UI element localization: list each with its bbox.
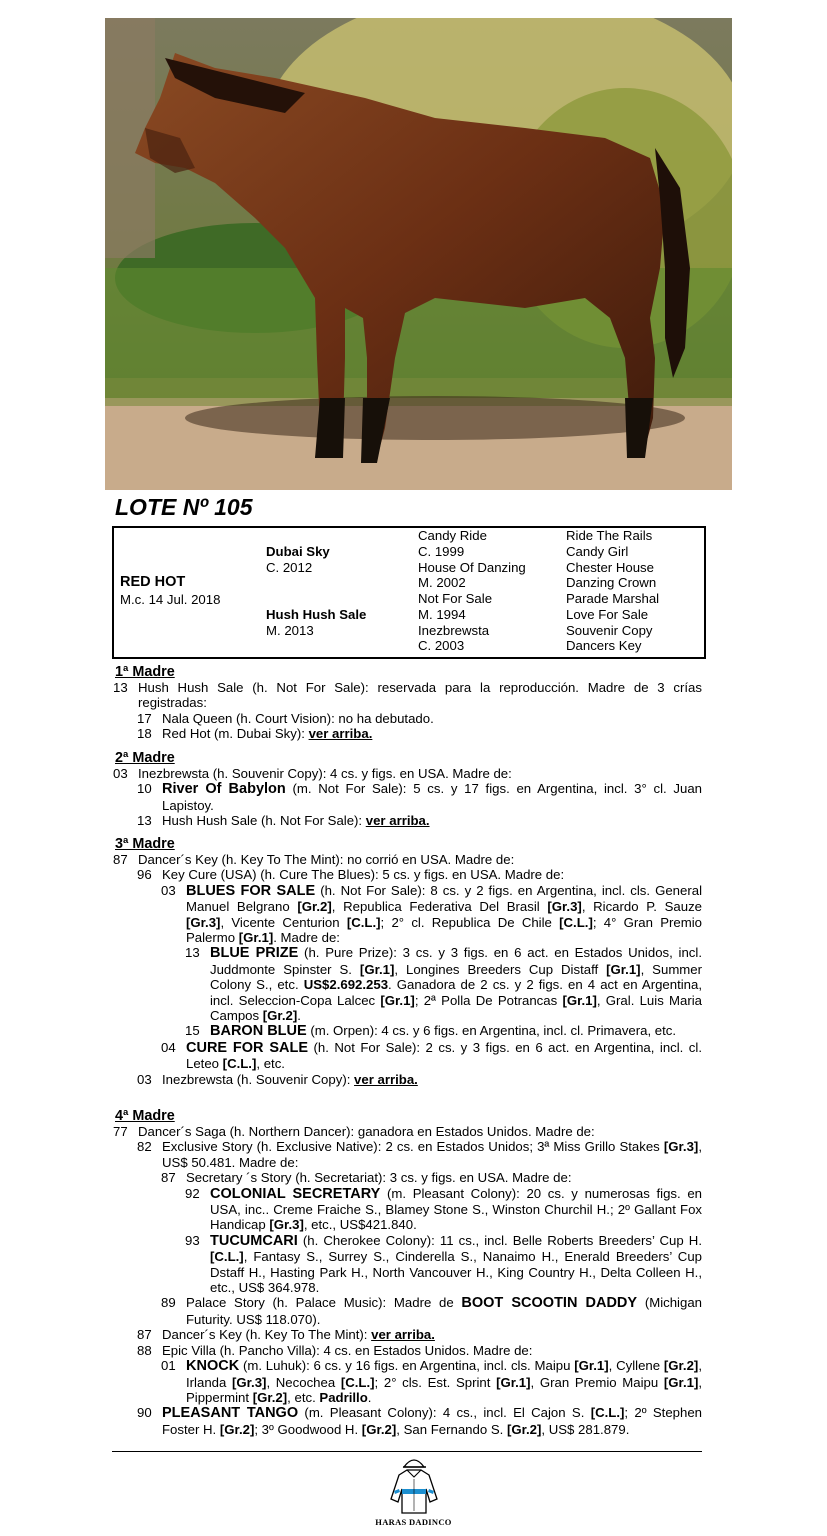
grandparent-name: Inezbrewsta bbox=[418, 623, 490, 638]
list-item: 93 TUCUMCARI (h. Cherokee Colony): 11 cs., incl. Belle Roberts Breeders’ Cup H. [C.L.], Fantasy S., Surrey S., Cinderella S., Nanaimo H., Enerald Breeders’ Cup Dstaff H., Hasting Park H., North Vancouver H., King Country H., Delta Colleen H., etc., US$ 364.978. bbox=[185, 1232, 702, 1296]
ver-arriba-link[interactable]: ver arriba. bbox=[365, 813, 430, 829]
great-grandparent: Souvenir Copy bbox=[566, 623, 653, 638]
list-item: 92 COLONIAL SECRETARY (m. Pleasant Colony): 20 cs. y numerosas figs. en USA, inc.. Creme Fraiche S., Blamey Stone S., Winston Churchil H.; 2º Gallant Fox Handicap [Gr.3], etc., US$421.840. bbox=[185, 1185, 702, 1233]
list-item: 04 CURE FOR SALE (h. Not For Sale): 2 cs. y 3 figs. en 6 act. en Argentina, incl. cl. Leteo [C.L.], etc. bbox=[161, 1039, 702, 1072]
list-item: 77 Dancer´s Saga (h. Northern Dancer): ganadora en Estados Unidos. Madre de: bbox=[113, 1124, 595, 1139]
second-dam-section bbox=[115, 750, 702, 829]
sire-name: Dubai Sky bbox=[266, 544, 330, 559]
grandparent-name: House Of Danzing bbox=[418, 560, 526, 575]
horse-info: M.c. 14 Jul. 2018 bbox=[120, 592, 221, 607]
list-item: 88 Epic Villa (h. Pancho Villa): 4 cs. en Estados Unidos. Madre de: bbox=[137, 1342, 533, 1358]
brand-logo-text: HARAS DADINCO bbox=[375, 1517, 452, 1527]
horse-name: RED HOT bbox=[120, 574, 186, 590]
section-heading: 3ª Madre bbox=[115, 836, 175, 852]
list-item: 01 KNOCK (m. Luhuk): 6 cs. y 16 figs. en Argentina, incl. cls. Maipu [Gr.1], Cyllene [Gr.2], Irlanda [Gr.3], Necochea [C.L.]; 2° cls. Est. Sprint [Gr.1], Gran Premio Maipu [Gr.1], Pippermint [Gr.2], etc. Padrillo. bbox=[161, 1358, 703, 1405]
grandparent-info: M. 2002 bbox=[418, 575, 466, 590]
great-grandparent: Candy Girl bbox=[566, 544, 629, 559]
list-item: 89 Palace Story (h. Palace Music): Madre de BOOT SCOOTIN DADDY (Michigan Futurity. US$ 118.070). bbox=[161, 1295, 702, 1327]
list-item: 87 Secretary ´s Story (h. Secretariat): 3 cs. y figs. en USA. Madre de: bbox=[161, 1170, 572, 1186]
ver-arriba-link[interactable]: ver arriba. bbox=[308, 726, 373, 742]
list-item: 03 Inezbrewsta (h. Souvenir Copy): ver arriba. bbox=[137, 1071, 418, 1087]
first-dam-section bbox=[115, 664, 702, 742]
list-item: 13 BLUE PRIZE (h. Pure Prize): 3 cs. y 3 figs. en 6 act. en Estados Unidos, incl. Juddmonte Spinster S. [Gr.1], Longines Breeders Cup Distaff [Gr.1], Summer Colony S., etc. US$2.692.253. Ganadora de 2 cs. y 2 figs. en 4 act en Argentina, incl. Seleccion-Copa Lalcec [Gr.1]; 2ª Polla De Potrancas [Gr.1], Gral. Luis Maria Campos [Gr.2]. bbox=[185, 945, 703, 1024]
lot-title: LOTE Nº 105 bbox=[115, 494, 253, 520]
grandparent-name: Not For Sale bbox=[418, 591, 493, 606]
sire-info: C. 2012 bbox=[266, 560, 313, 575]
footer-divider bbox=[112, 1451, 702, 1452]
pedigree-table bbox=[112, 526, 706, 659]
grandparent-name: Candy Ride bbox=[418, 528, 487, 543]
ver-arriba-link[interactable]: ver arriba. bbox=[371, 1327, 435, 1343]
section-heading: 2ª Madre bbox=[115, 750, 175, 766]
list-item: 03 BLUES FOR SALE (h. Not For Sale): 8 cs. y 2 figs. en Argentina, incl. cls. General Manuel Belgrano [Gr.2], Republica Federativa Del Brasil [Gr.3], Ricardo P. Sauze [Gr.3], Vicente Centurion [C.L.]; 2° cl. Republica De Chile [C.L.]; 4° Gran Premio Palermo [Gr.1]. Madre de: bbox=[161, 882, 703, 946]
list-item: 13 Hush Hush Sale (h. Not For Sale): reservada para la reproducción. Madre de 3 crías registradas: bbox=[113, 680, 702, 711]
great-grandparent: Ride The Rails bbox=[566, 528, 653, 543]
great-grandparent: Parade Marshal bbox=[566, 591, 660, 606]
list-item: 18 Red Hot (m. Dubai Sky): ver arriba. bbox=[137, 726, 373, 742]
list-item: 13 Hush Hush Sale (h. Not For Sale): ver arriba. bbox=[137, 813, 430, 829]
grandparent-info: M. 1994 bbox=[418, 607, 466, 622]
list-item: 90 PLEASANT TANGO (m. Pleasant Colony): 4 cs., incl. El Cajon S. [C.L.]; 2º Stephen Foster H. [Gr.2]; 3º Goodwood H. [Gr.2], San Fernando S. [Gr.2], US$ 281.879. bbox=[137, 1405, 702, 1437]
great-grandparent: Love For Sale bbox=[566, 607, 649, 622]
ver-arriba-link[interactable]: ver arriba. bbox=[354, 1071, 418, 1087]
section-heading: 4ª Madre bbox=[115, 1108, 175, 1124]
fourth-dam-section bbox=[115, 1108, 702, 1437]
grandparent-info: C. 1999 bbox=[418, 544, 465, 559]
section-heading: 1ª Madre bbox=[115, 664, 175, 680]
list-item: 96 Key Cure (USA) (h. Cure The Blues): 5 cs. y figs. en USA. Madre de: bbox=[137, 867, 565, 883]
list-item: 03 Inezbrewsta (h. Souvenir Copy): 4 cs. y figs. en USA. Madre de: bbox=[113, 766, 512, 781]
great-grandparent: Danzing Crown bbox=[566, 575, 657, 590]
horse-photo bbox=[105, 18, 732, 490]
list-item: 87 Dancer´s Key (h. Key To The Mint): ver arriba. bbox=[137, 1327, 435, 1343]
list-item: 17 Nala Queen (h. Court Vision): no ha debutado. bbox=[137, 710, 434, 726]
list-item: 82 Exclusive Story (h. Exclusive Native): 2 cs. en Estados Unidos; 3ª Miss Grillo Stakes [Gr.3], US$ 50.481. Madre de: bbox=[137, 1139, 702, 1170]
great-grandparent: Chester House bbox=[566, 560, 654, 575]
list-item: 10 River Of Babylon (m. Not For Sale): 5 cs. y 17 figs. en Argentina, incl. 3° cl. Juan Lapistoy. bbox=[137, 781, 702, 813]
grandparent-info: C. 2003 bbox=[418, 638, 465, 653]
third-dam-section bbox=[115, 836, 702, 1087]
list-item: 15 BARON BLUE (m. Orpen): 4 cs. y 6 figs. en Argentina, incl. cl. Primavera, etc. bbox=[185, 1023, 677, 1040]
dam-info: M. 2013 bbox=[266, 623, 314, 638]
great-grandparent: Dancers Key bbox=[566, 638, 642, 653]
dam-name: Hush Hush Sale bbox=[266, 607, 367, 622]
list-item: 87 Dancer´s Key (h. Key To The Mint): no corrió en USA. Madre de: bbox=[113, 852, 515, 867]
